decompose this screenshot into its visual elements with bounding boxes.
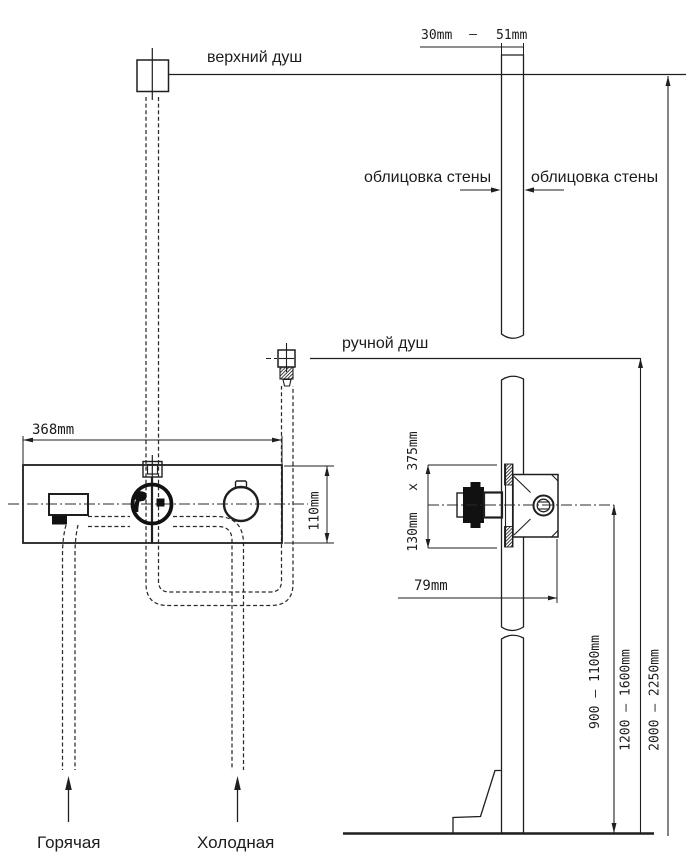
wall-segment-bottom	[502, 635, 524, 833]
width-arrow-left-icon	[23, 438, 33, 443]
spout-aerator	[52, 516, 67, 525]
box-sep-label: x	[406, 483, 421, 491]
overhead-shower-label: верхний душ	[207, 49, 303, 66]
shower-icon	[134, 491, 147, 512]
hand-shower-nozzle	[280, 367, 293, 379]
mixer-height-label: 900 — 1100mm	[588, 635, 603, 729]
h3-arrow-top-icon	[666, 76, 671, 86]
pipe-spout-run-inner	[88, 527, 232, 771]
height-arrow-top-icon	[325, 466, 330, 476]
hot-supply	[37, 776, 101, 852]
wall-thickness-dimension	[420, 27, 527, 55]
height-arrow-bottom-icon	[325, 533, 330, 543]
temperature-knob	[224, 481, 258, 521]
box-height-label: 130mm	[406, 512, 421, 552]
skirting-profile	[453, 771, 502, 834]
cold-arrow-icon	[234, 776, 241, 790]
hand-shower-connector	[266, 343, 295, 386]
hand-shower-label: ручной душ	[342, 335, 429, 352]
hot-arrow-icon	[65, 776, 72, 790]
wall-segment-top	[502, 55, 524, 338]
width-arrow-right-icon	[272, 438, 282, 443]
cold-water-label: Холодная	[197, 833, 275, 852]
height-dimensions	[588, 76, 671, 836]
plate-height-label: 110mm	[307, 491, 323, 531]
wall-cladding-callouts	[364, 169, 658, 193]
hand-shower-height-label: 1200 — 1600mm	[618, 649, 634, 751]
pipe-spout-run-outer	[88, 517, 244, 771]
cladding-right-arrow-icon	[525, 187, 535, 192]
pipe-overhead-riser-outer	[146, 97, 293, 606]
wall-cladding-right-label: облицовка стены	[531, 169, 659, 186]
plate-height-dimension	[284, 466, 334, 543]
diverter-knob	[133, 477, 172, 543]
bracket-arrow-up-icon	[426, 465, 431, 474]
valve-tab-top	[471, 482, 481, 488]
wall-thickness-min-label: 30mm	[421, 28, 453, 43]
flange-top	[505, 464, 514, 485]
flange-bottom	[505, 527, 514, 548]
pipe-hot-outer	[63, 525, 67, 770]
h1-arrow-top-icon	[612, 505, 617, 515]
plate-width-label: 368mm	[32, 422, 75, 438]
cold-supply	[197, 776, 274, 852]
valve-tab-bottom	[471, 523, 481, 529]
hot-water-label: Горячая	[37, 833, 101, 852]
valve-assembly-side	[406, 431, 614, 551]
depth-arrow-icon	[548, 596, 557, 601]
box-depth-dimension	[398, 539, 557, 603]
wall-cladding-left-label: облицовка стены	[364, 169, 492, 186]
box-depth-label: 79mm	[414, 578, 448, 594]
h1-arrow-bottom-icon	[612, 823, 617, 833]
bracket-arrow-down-icon	[426, 539, 431, 548]
hand-shower-nipple	[283, 380, 291, 387]
h2-arrow-top-icon	[638, 358, 643, 368]
cladding-left-arrow-icon	[491, 187, 501, 192]
wall-thickness-max-label: 51mm	[496, 28, 528, 43]
side-view	[343, 27, 671, 836]
square-icon	[157, 499, 165, 507]
wall-thickness-separator: —	[469, 27, 477, 42]
pipe-hot-inner	[75, 525, 78, 770]
pipe-overhead-riser-inner	[159, 97, 282, 592]
box-width-label: 375mm	[406, 431, 421, 471]
overhead-height-label: 2000 — 2250mm	[647, 649, 663, 751]
